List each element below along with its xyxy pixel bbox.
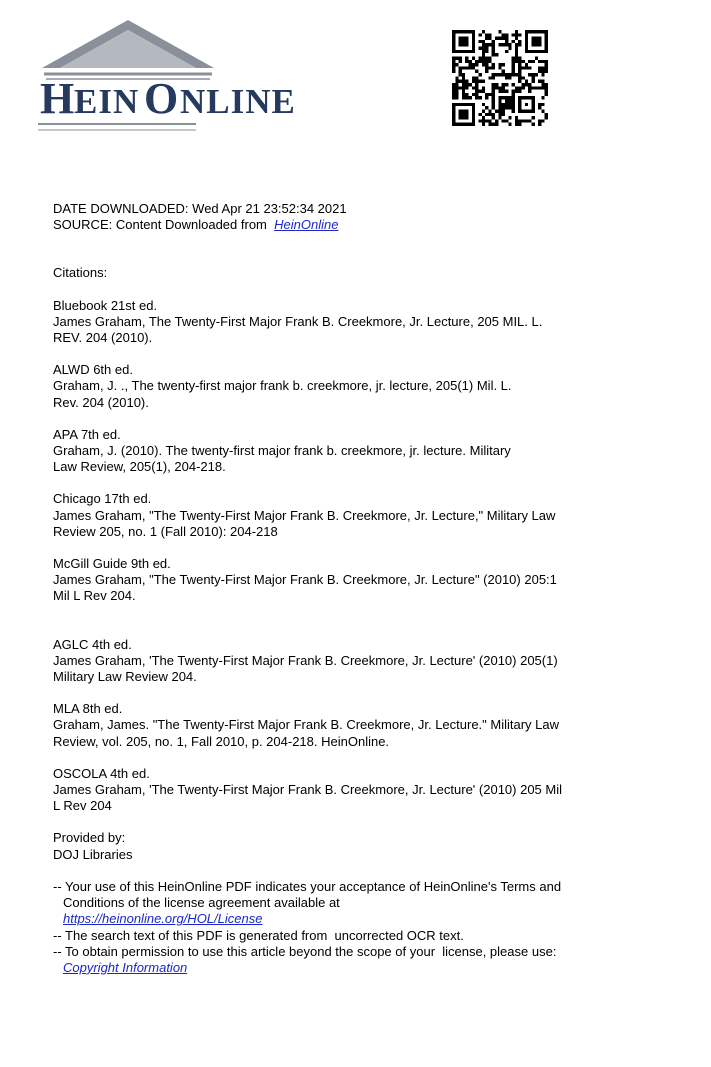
license-link[interactable]: https://heinonline.org/HOL/License bbox=[63, 911, 263, 927]
copyright-information-link[interactable]: Copyright Information bbox=[63, 959, 188, 975]
citation-oscola bbox=[53, 766, 653, 815]
citation-mla bbox=[53, 701, 653, 750]
citation-text: Mil L Rev 204. bbox=[53, 588, 136, 604]
notice-ocr: -- The search text of this PDF is generated from uncorrected OCR text. bbox=[53, 927, 464, 943]
citation-mcgill bbox=[53, 556, 653, 605]
citation-style: OSCOLA 4th ed. bbox=[53, 765, 150, 781]
svg-text:NLINE: NLINE bbox=[180, 82, 296, 121]
citation-style: McGill Guide 9th ed. bbox=[53, 556, 171, 572]
notice-terms: -- Your use of this HeinOnline PDF indicates your acceptance of HeinOnline's Terms and bbox=[53, 878, 562, 894]
citation-style: Chicago 17th ed. bbox=[53, 491, 152, 507]
citation-text: James Graham, "The Twenty-First Major Frank B. Creekmore, Jr. Lecture," Military Law bbox=[53, 507, 556, 523]
citation-style: AGLC 4th ed. bbox=[53, 636, 132, 652]
citation-text: L Rev 204 bbox=[53, 798, 112, 814]
citation-text: Graham, J. ., The twenty-first major frank b. creekmore, jr. lecture, 205(1) Mil. L. bbox=[53, 378, 512, 394]
citation-text: Graham, J. (2010). The twenty-first major frank b. creekmore, jr. lecture. Military bbox=[53, 443, 511, 459]
citation-text: Graham, James. "The Twenty-First Major Frank B. Creekmore, Jr. Lecture." Military Law bbox=[53, 717, 560, 733]
citation-text: James Graham, "The Twenty-First Major Frank B. Creekmore, Jr. Lecture" (2010) 205:1 bbox=[53, 572, 557, 588]
heinonline-link[interactable]: HeinOnline bbox=[274, 217, 339, 233]
svg-text:H: H bbox=[40, 74, 76, 123]
citation-apa bbox=[53, 427, 653, 476]
citation-style: ALWD 6th ed. bbox=[53, 362, 133, 378]
qr-code-icon bbox=[452, 30, 548, 126]
notice-terms-cont: Conditions of the license agreement available at bbox=[63, 895, 340, 911]
citation-text: Review 205, no. 1 (Fall 2010): 204-218 bbox=[53, 523, 278, 539]
provided-by-label: Provided by: bbox=[53, 830, 126, 846]
citation-text: REV. 204 (2010). bbox=[53, 330, 153, 346]
citation-text: James Graham, The Twenty-First Major Frank B. Creekmore, Jr. Lecture, 205 MIL. L. bbox=[53, 313, 543, 329]
citation-alwd bbox=[53, 362, 653, 411]
citation-chicago bbox=[53, 491, 653, 540]
citation-text: Law Review, 205(1), 204-218. bbox=[53, 459, 226, 475]
citation-text: James Graham, 'The Twenty-First Major Frank B. Creekmore, Jr. Lecture' (2010) 205(1) bbox=[53, 652, 558, 668]
document-body bbox=[53, 201, 653, 976]
source-line: SOURCE: Content Downloaded from HeinOnline bbox=[53, 217, 339, 233]
svg-text:O: O bbox=[144, 74, 180, 123]
citation-bluebook bbox=[53, 298, 653, 347]
citation-style: MLA 8th ed. bbox=[53, 701, 123, 717]
citation-style: Bluebook 21st ed. bbox=[53, 297, 158, 313]
citation-text: Military Law Review 204. bbox=[53, 669, 197, 685]
citation-text: Review, vol. 205, no. 1, Fall 2010, p. 204-218. HeinOnline. bbox=[53, 733, 390, 749]
provided-by bbox=[53, 830, 653, 862]
svg-text:EIN: EIN bbox=[74, 82, 140, 121]
citation-text: Rev. 204 (2010). bbox=[53, 394, 149, 410]
provided-by-value: DOJ Libraries bbox=[53, 846, 133, 862]
heinonline-logo bbox=[36, 16, 396, 138]
date-downloaded: DATE DOWNLOADED: Wed Apr 21 23:52:34 2021 bbox=[53, 201, 347, 216]
citation-style: APA 7th ed. bbox=[53, 426, 121, 442]
citation-aglc bbox=[53, 637, 653, 686]
notice-permission: -- To obtain permission to use this article beyond the scope of your license, please use: bbox=[53, 943, 557, 959]
citation-text: James Graham, 'The Twenty-First Major Frank B. Creekmore, Jr. Lecture' (2010) 205 Mil bbox=[53, 782, 562, 798]
notices bbox=[53, 879, 653, 976]
citations-heading: Citations: bbox=[53, 265, 108, 281]
